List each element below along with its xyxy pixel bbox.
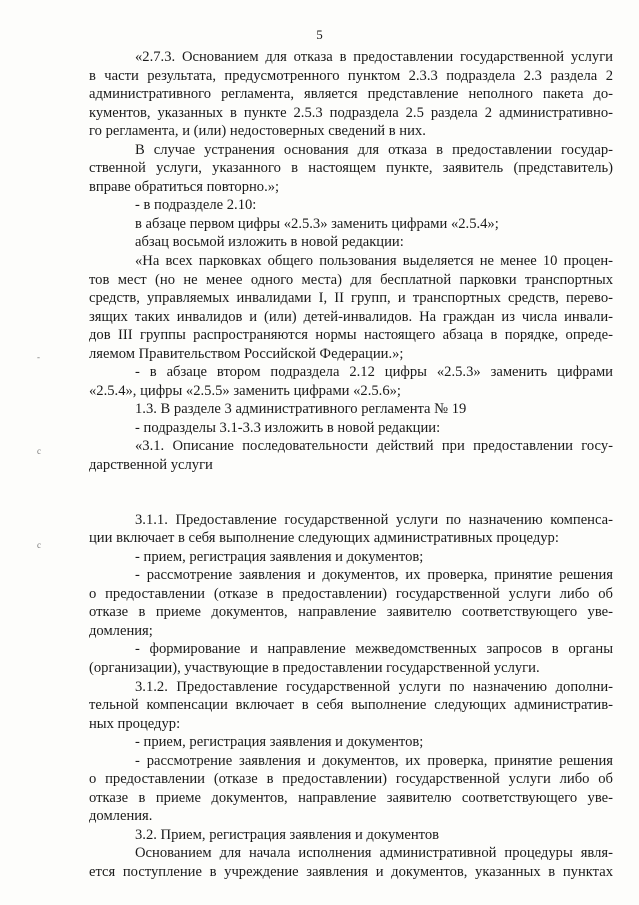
text-line: домления. [89, 808, 153, 825]
text-line: ных процедур: [89, 715, 181, 732]
text-line: - в подразделе 2.10: [135, 197, 257, 214]
text-line: ции включает в себя выполнение следующих административных процедур: [89, 530, 559, 547]
text-line: тов мест (но не менее одного места) для бесплатной парковки транспортных [89, 271, 613, 288]
text-line: зящих таких инвалидов и (или) детей-инвалидов. На граждан из числа инвали- [89, 308, 613, 325]
text-line: отказе в приеме документов, направление заявителю соответствующего уве- [89, 789, 613, 806]
text-line: - в абзаце втором подраздела 2.12 цифры «2.5.3» заменить цифрами [135, 364, 613, 381]
text-line: кументов, указанных в пункте 2.5.3 подраздела 2.5 раздела 2 административно- [89, 104, 613, 121]
text-line: ляемом Правительством Российской Федерации.»; [89, 345, 404, 362]
text-line: - прием, регистрация заявления и документов; [135, 734, 424, 751]
text-line: - рассмотрение заявления и документов, их проверка, принятие решения [135, 567, 613, 584]
text-line: - формирование и направление межведомственных запросов в органы [135, 641, 613, 658]
scan-mark: - [37, 352, 40, 362]
text-line: - прием, регистрация заявления и документов; [135, 548, 424, 565]
text-line: 3.2. Прием, регистрация заявления и документов [135, 826, 440, 843]
text-line: 1.3. В разделе 3 административного регламента № 19 [135, 401, 467, 418]
text-line: тельной компенсации включает в себя выполнение следующих административ- [89, 697, 613, 714]
scan-mark: c [37, 446, 41, 456]
page-number: 5 [316, 27, 323, 42]
text-line: ется поступление в учреждение заявления и документов, указанных в пунктах [89, 863, 613, 880]
text-line: средств, управляемых инвалидами I, II групп, и транспортных средств, перево- [89, 290, 613, 307]
text-line: абзац восьмой изложить в новой редакции: [135, 234, 404, 251]
text-line: о предоставлении (отказе в предоставлении) государственной услуги либо об [89, 585, 613, 602]
text-line: го регламента, и (или) недостоверных сведений в них. [89, 123, 426, 140]
document-body [89, 48, 613, 882]
text-line: «3.1. Описание последовательности действий при предоставлении госу- [135, 438, 613, 455]
text-line: о предоставлении (отказе в предоставлении) государственной услуги либо об [89, 771, 613, 788]
text-line: «2.7.3. Основанием для отказа в предоставлении государственной услуги [135, 49, 613, 65]
scan-mark: c [37, 540, 41, 550]
text-line: 3.1.2. Предоставление государственной услуги по назначению дополни- [135, 678, 613, 695]
text-line: административного регламента, является представление неполного пакета до- [89, 86, 613, 103]
text-line: в части результата, предусмотренного пунктом 2.3.3 подраздела 2.3 раздела 2 [89, 67, 613, 84]
text-line: в абзаце первом цифры «2.5.3» заменить цифрами «2.5.4»; [135, 215, 499, 232]
text-line: ственной услуги, указанного в настоящем пункте, заявитель (представитель) [89, 160, 613, 177]
text-line: домления; [89, 622, 153, 639]
text-line: Основанием для начала исполнения административной процедуры явля- [135, 845, 613, 862]
text-line: В случае устранения основания для отказа в предоставлении государ- [135, 141, 613, 158]
text-line: «На всех парковках общего пользования выделяется не менее 10 процен- [135, 253, 613, 270]
section-gap [89, 475, 613, 511]
text-line: вправе обратиться повторно.»; [89, 178, 280, 195]
text-line: (организации), участвующие в предоставлении государственной услуги. [89, 659, 540, 676]
text-line: - рассмотрение заявления и документов, их проверка, принятие решения [135, 752, 613, 769]
text-line: 3.1.1. Предоставление государственной услуги по назначению компенса- [135, 511, 613, 528]
text-line: дов III группы распространяются нормы настоящего абзаца в порядке, опреде- [89, 327, 613, 344]
text-line: отказе в приеме документов, направление заявителю соответствующего уве- [89, 604, 613, 621]
text-line: - подразделы 3.1-3.3 изложить в новой редакции: [135, 419, 441, 436]
text-line: «2.5.4», цифры «2.5.5» заменить цифрами «2.5.6»; [89, 382, 401, 399]
text-line: дарственной услуги [89, 457, 213, 474]
